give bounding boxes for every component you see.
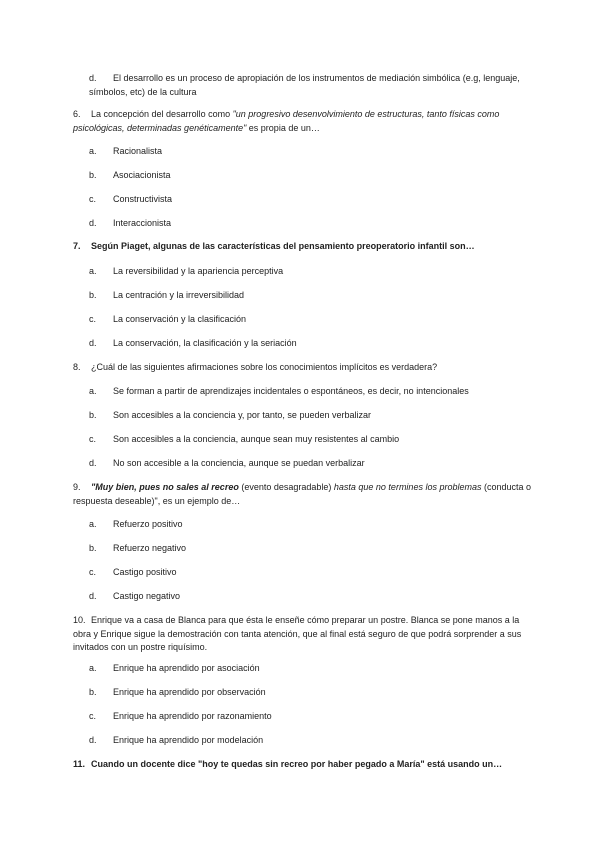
text: El desarrollo es un proceso de apropiación de los instrumentos de mediación simbólica (e.g, lenguaje, símbolos, etc) de la cultura [89,73,520,97]
q8-option-b [89,409,529,423]
q6-option-d [89,217,529,231]
option-label: c. [89,567,97,577]
q10-option-b [89,686,529,700]
option-label: a. [89,386,97,396]
text: Refuerzo positivo [113,519,183,529]
q6-option-c [89,193,529,207]
q10-option-d [89,734,529,748]
question-number: 8. [73,362,81,372]
q9-option-a [89,518,529,532]
option-label: a. [89,663,97,673]
q7-option-d [89,337,529,351]
text: ¿Cuál de las siguientes afirmaciones sobre los conocimientos implícitos es verdadera? [91,362,438,372]
option-label: c. [89,314,97,324]
q8-option-d [89,457,529,471]
question-7 [73,240,533,254]
text: Según Piaget, algunas de las características del pensamiento preoperatorio infantil son… [91,241,475,251]
text: Racionalista [113,146,163,156]
text: hasta que no termines los problemas [333,482,482,492]
text: "un progresivo desenvolvimiento de estructuras, tanto físicas como psicológicas, determinadas genéticamente" [73,109,500,133]
text: Enrique va a casa de Blanca para que ésta le enseñe cómo preparar un postre. Blanca se pone manos a la obra y Enrique sigue la demostración con tanta atención, que al final está seguro de que podrá sorprender a sus invitados con un postre riquísimo. [73,615,522,652]
text: Refuerzo negativo [113,543,187,553]
option-label: b. [89,170,97,180]
question-6 [73,108,533,135]
text: Cuando un docente dice "hoy te quedas sin recreo por haber pegado a María" está usando un… [91,759,503,769]
text: La concepción del desarrollo como [91,109,233,119]
text: La conservación, la clasificación y la seriación [113,338,297,348]
q7-option-c [89,313,529,327]
text: Interaccionista [113,218,172,228]
question-number: 10. [73,615,86,625]
option-label: b. [89,290,97,300]
option-label: b. [89,687,97,697]
text: Castigo positivo [113,567,177,577]
q10-option-c [89,710,529,724]
q10-option-a [89,662,529,676]
question-8 [73,361,533,375]
option-label: d. [89,458,97,468]
option-label: a. [89,266,97,276]
q5-option-d [89,72,529,99]
q9-option-c [89,566,529,580]
text: Son accesibles a la conciencia y, por tanto, se pueden verbalizar [113,410,371,420]
option-label: d. [89,73,97,83]
text: Enrique ha aprendido por observación [113,687,266,697]
text: Asociacionista [113,170,171,180]
option-label: a. [89,146,97,156]
q7-option-a [89,265,529,279]
text: "Muy bien, pues no sales al recreo [91,482,239,492]
option-label: c. [89,434,97,444]
question-number: 9. [73,482,81,492]
q7-option-b [89,289,529,303]
option-label: c. [89,194,97,204]
q6-option-a [89,145,529,159]
text: La conservación y la clasificación [113,314,247,324]
text: (conducta o respuesta deseable)", es un ejemplo de… [73,482,532,506]
option-label: a. [89,519,97,529]
q8-option-a [89,385,529,399]
text: Enrique ha aprendido por asociación [113,663,260,673]
option-label: d. [89,338,97,348]
q9-option-d [89,590,529,604]
text: La centración y la irreversibilidad [113,290,245,300]
option-label: d. [89,735,97,745]
text: Constructivista [113,194,173,204]
option-label: c. [89,711,97,721]
option-label: d. [89,218,97,228]
text: No son accesible a la conciencia, aunque se puedan verbalizar [113,458,365,468]
q9-option-b [89,542,529,556]
q8-option-c [89,433,529,447]
question-11 [73,758,533,772]
option-label: d. [89,591,97,601]
option-label: b. [89,543,97,553]
question-9 [73,481,533,508]
text: Son accesibles a la conciencia, aunque sean muy resistentes al cambio [113,434,400,444]
text: Se forman a partir de aprendizajes incidentales o espontáneos, es decir, no intencionales [113,386,469,396]
text: (evento desagradable) [238,482,334,492]
text: Castigo negativo [113,591,181,601]
question-number: 11. [73,759,86,769]
question-10 [73,614,533,655]
text: Enrique ha aprendido por razonamiento [113,711,272,721]
question-number: 7. [73,241,81,251]
text: es propia de un… [246,122,320,133]
text: Enrique ha aprendido por modelación [113,735,264,745]
question-number: 6. [73,109,81,119]
text: La reversibilidad y la apariencia perceptiva [113,266,284,276]
q6-option-b [89,169,529,183]
option-label: b. [89,410,97,420]
